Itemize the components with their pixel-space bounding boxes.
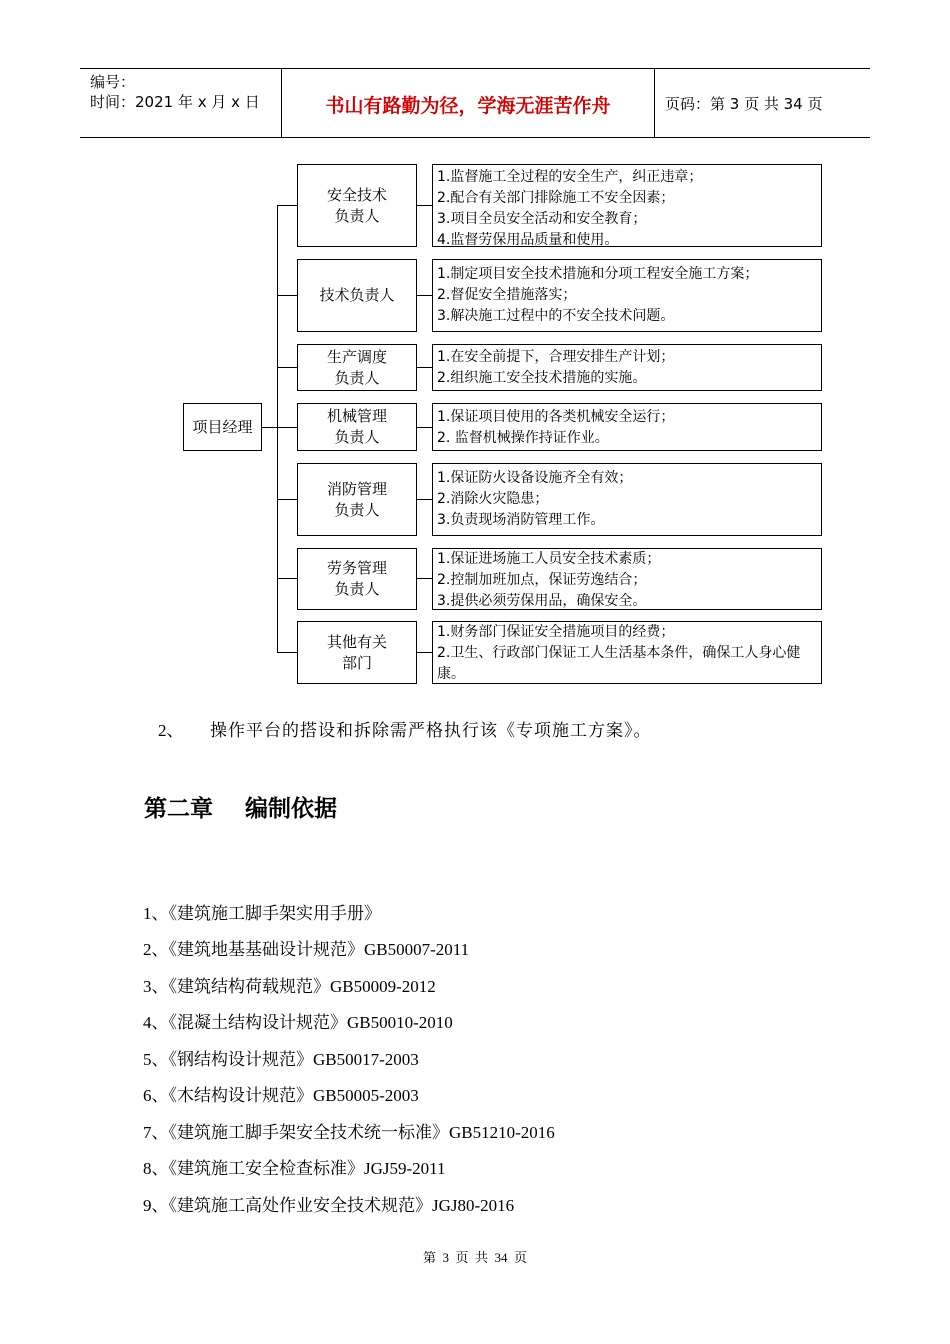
connector-line (417, 205, 432, 206)
duty-box (432, 463, 822, 536)
chapter-title: 第二章 编制依据 (144, 796, 338, 822)
connector-line (277, 652, 297, 653)
role-label: 劳务管理 (326, 559, 387, 577)
role-box (297, 548, 417, 610)
reference-item: 4、《混凝土结构设计规范》GB50010-2010 (143, 1013, 453, 1032)
duty-item: 2.组织施工安全技术措施的实施。 (437, 370, 647, 386)
paragraph-number: 2、 (158, 721, 184, 740)
role-label: 负责人 (334, 428, 380, 446)
connector-line (262, 427, 277, 428)
reference-item: 9、《建筑施工高处作业安全技术规范》JGJ80-2016 (143, 1196, 515, 1215)
duty-box (432, 621, 822, 684)
duty-box (432, 259, 822, 332)
document-date-label: 时间：2021 年 x 月 x 日 (90, 93, 260, 111)
document-number-label: 编号： (90, 73, 136, 91)
duty-box (432, 344, 822, 391)
reference-item: 8、《建筑施工安全检查标准》JGJ59-2011 (143, 1159, 446, 1178)
reference-item: 2、《建筑地基基础设计规范》GB50007-2011 (143, 940, 470, 959)
duty-item: 2. 监督机械操作持证作业。 (437, 430, 609, 446)
connector-trunk (277, 205, 278, 652)
connector-line (277, 427, 297, 428)
duty-item: 2.卫生、行政部门保证工人生活基本条件，确保工人身心健康。 (437, 645, 801, 682)
duty-item: 2.消除火灾隐患； (437, 491, 549, 507)
header-motto: 书山有路勤为径，学海无涯苦作舟 (325, 95, 611, 117)
role-label: 负责人 (334, 580, 380, 598)
duty-item: 2.配合有关部门排除施工不安全因素； (437, 190, 675, 206)
role-label: 部门 (341, 653, 372, 672)
duty-item: 3.负责现场消防管理工作。 (437, 512, 605, 528)
reference-item: 1、《建筑施工脚手架实用手册》 (143, 904, 381, 923)
duty-box (432, 548, 822, 610)
duty-item: 1.制定项目安全技术措施和分项工程安全施工方案； (437, 266, 759, 282)
reference-item: 7、《建筑施工脚手架安全技术统一标准》GB51210-2016 (143, 1123, 555, 1142)
role-box (297, 463, 417, 536)
connector-line (417, 499, 432, 500)
role-label: 消防管理 (326, 479, 387, 498)
reference-item: 3、《建筑结构荷载规范》GB50009-2012 (143, 977, 436, 996)
duty-item: 1.保证进场施工人员安全技术素质； (437, 551, 661, 567)
org-root-box (183, 403, 262, 451)
role-box (297, 344, 417, 391)
duty-item: 2.督促安全措施落实； (437, 287, 577, 303)
connector-line (277, 578, 297, 579)
org-root-label: 项目经理 (192, 417, 253, 436)
duty-item: 1.保证项目使用的各类机械安全运行； (437, 409, 675, 425)
connector-line (417, 427, 432, 428)
connector-line (277, 499, 297, 500)
reference-item: 5、《钢结构设计规范》GB50017-2003 (143, 1050, 419, 1069)
duty-box (432, 403, 822, 451)
role-box (297, 164, 417, 247)
role-box (297, 403, 417, 451)
role-label: 技术负责人 (319, 286, 395, 304)
duty-item: 2.控制加班加点，保证劳逸结合； (437, 572, 647, 588)
role-label: 生产调度 (326, 347, 387, 366)
paragraph-text: 操作平台的搭设和拆除需严格执行该《专项施工方案》。 (210, 721, 652, 740)
connector-line (417, 367, 432, 368)
duty-item: 1.财务部门保证安全措施项目的经费； (437, 624, 675, 640)
connector-line (417, 652, 432, 653)
duty-item: 3.提供必须劳保用品，确保安全。 (437, 593, 647, 609)
duty-item: 3.解决施工过程中的不安全技术问题。 (437, 308, 675, 324)
duty-item: 1.在安全前提下，合理安排生产计划； (437, 349, 675, 365)
role-label: 安全技术 (326, 185, 387, 204)
role-label: 负责人 (334, 206, 380, 225)
header-page-info: 页码：第 3 页 共 34 页 (665, 95, 823, 113)
reference-item: 6、《木结构设计规范》GB50005-2003 (143, 1086, 419, 1105)
duty-item: 1.监督施工全过程的安全生产，纠正违章； (437, 169, 703, 185)
page-footer: 第 3 页 共 34 页 (422, 1250, 527, 1265)
role-box (297, 621, 417, 684)
connector-line (277, 367, 297, 368)
connector-line (277, 295, 297, 296)
role-box (297, 259, 417, 332)
connector-line (417, 578, 432, 579)
duty-item: 3.项目全员安全活动和安全教育； (437, 211, 647, 227)
role-label: 负责人 (334, 368, 380, 387)
duty-item: 1.保证防火设备设施齐全有效； (437, 470, 633, 486)
role-label: 机械管理 (326, 407, 387, 425)
role-label: 其他有关 (326, 632, 387, 651)
connector-line (417, 295, 432, 296)
role-label: 负责人 (334, 500, 380, 519)
duty-item: 4.监督劳保用品质量和使用。 (437, 232, 619, 248)
duty-box (432, 164, 822, 247)
connector-line (277, 205, 297, 206)
